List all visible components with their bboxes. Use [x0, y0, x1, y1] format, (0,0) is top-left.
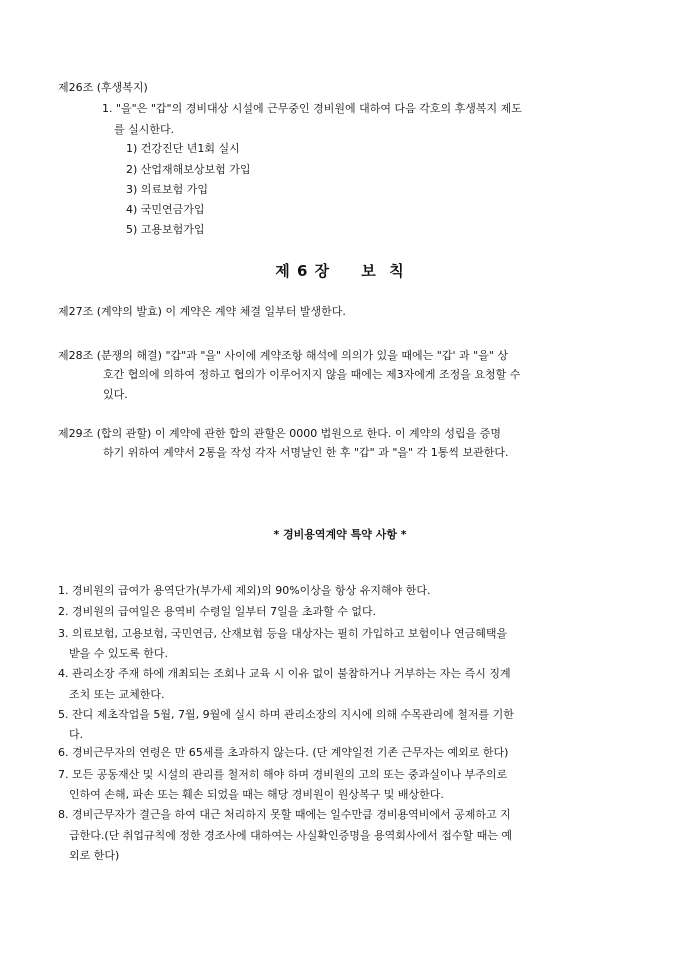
chapter-title: 제 6 장 보 칙	[275, 262, 405, 280]
article26-item1-line2: 를 실시한다.	[114, 123, 175, 136]
article26-subitem: 5) 고용보험가입	[126, 223, 205, 236]
special-item: 7. 모든 공동재산 및 시설의 관리를 철저히 해야 하며 경비원의 고의 또는 중과실이나 부주의로	[58, 768, 508, 781]
special-item-continuation: 조치 또는 교체한다.	[69, 688, 165, 701]
article26-subitem: 3) 의료보험 가입	[126, 183, 209, 196]
special-item: 8. 경비근무자가 결근을 하여 대근 처리하지 못할 때에는 일수만큼 경비용역비에서 공제하고 지	[58, 808, 511, 821]
special-item-continuation: 인하여 손해, 파손 또는 훼손 되었을 때는 해당 경비원이 원상복구 및 배상한다.	[69, 788, 444, 801]
special-item: 1. 경비원의 급여가 용역단가(부가세 제외)의 90%이상을 항상 유지해야 한다.	[58, 584, 431, 597]
article28-line3: 있다.	[103, 388, 128, 401]
special-item: 4. 관리소장 주재 하에 개최되는 조회나 교육 시 이유 없이 불참하거나 거부하는 자는 즉시 징계	[58, 667, 511, 680]
article27-text: 제27조 (계약의 발효) 이 계약은 계약 체결 일부터 발생한다.	[58, 305, 346, 318]
special-item-continuation: 받을 수 있도록 한다.	[69, 647, 168, 660]
article26-subitem: 4) 국민연금가입	[126, 203, 205, 216]
article26-heading: 제26조 (후생복지)	[58, 81, 148, 94]
special-item: 6. 경비근무자의 연령은 만 65세를 초과하지 않는다. (단 계약일전 기존 근무자는 예외로 한다)	[58, 746, 509, 759]
special-item-continuation: 외로 한다)	[69, 849, 120, 862]
article29-line1: 제29조 (합의 관할) 이 계약에 관한 합의 관할은 0000 법원으로 한다. 이 계약의 성립을 증명	[58, 427, 502, 440]
article29-line2: 하기 위하여 계약서 2통을 작성 각자 서명날인 한 후 "갑" 과 "을" 각 1통씩 보관한다.	[103, 446, 509, 459]
special-item: 2. 경비원의 급여일은 용역비 수령일 일부터 7일을 초과할 수 없다.	[58, 605, 377, 618]
article26-subitem: 1) 건강진단 년1회 실시	[126, 142, 240, 155]
special-item-continuation: 다.	[69, 728, 84, 741]
special-item: 3. 의료보험, 고용보험, 국민연금, 산재보험 등을 대상자는 필히 가입하고 보험이나 연금혜택을	[58, 627, 508, 640]
article26-subitem: 2) 산업재해보상보험 가입	[126, 163, 251, 176]
special-item-continuation: 급한다.(단 취업규칙에 정한 경조사에 대하여는 사실확인증명을 용역회사에서 접수할 때는 예	[69, 829, 513, 842]
special-item: 5. 잔디 제초작업을 5월, 7월, 9월에 실시 하며 관리소장의 지시에 의해 수목관리에 철저를 기한	[58, 708, 514, 721]
article26-item1-line1: 1. "을"은 "갑"의 경비대상 시설에 근무중인 경비원에 대하여 다음 각호의 후생복지 제도	[102, 102, 522, 115]
article28-line2: 호간 협의에 의하여 정하고 협의가 이루어지지 않을 때에는 제3자에게 조정을 요청할 수	[103, 368, 521, 381]
article28-line1: 제28조 (분쟁의 해결) "갑"과 "을" 사이에 계약조항 해석에 의의가 있을 때에는 "갑' 과 "을" 상	[58, 349, 509, 362]
special-terms-title: * 경비용역계약 특약 사항 *	[273, 528, 407, 541]
